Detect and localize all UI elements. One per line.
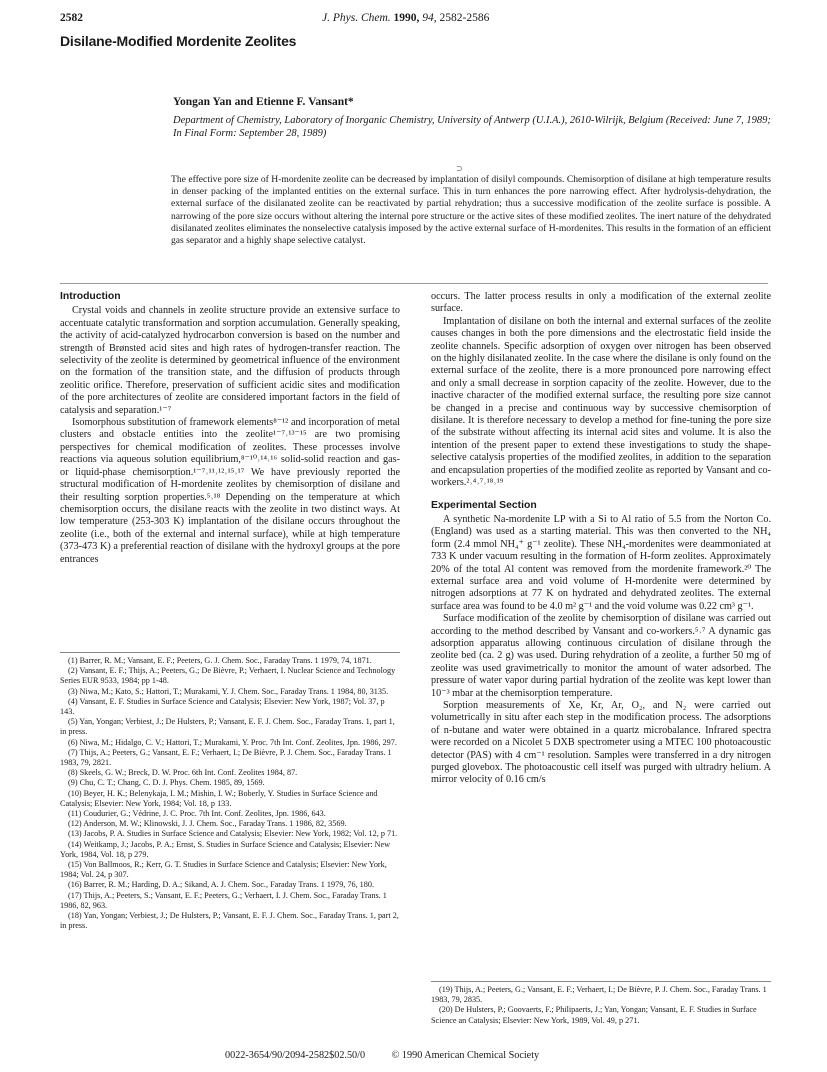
paragraph: Isomorphous substitution of framework elements⁸⁻¹² and incorporation of metal clusters and obstacle entities into the zeolite¹⁻⁷˒¹³⁻¹⁵ are two promising perspectives for chemical modification of zeolites. These processes involve reactions via aqueous solution equilibrium,⁸⁻¹⁰˒¹⁴˒¹⁶ solid-solid reaction and gas- or liquid-phase chemisorption.¹⁻⁷˒¹¹˒¹²˒¹⁵˒¹⁷ We have previously reported the structural modification of H-mordenite zeolites by chemisorption of disilane and their resulting sorption properties.⁵˒¹⁸ Depending on the temperature at which chemisorption occurs, the disilane reacts with the zeolite in two distinct ways. At low temperature (253-303 K) implantation of the disilane occurs throughout the zeolite (i.e., both of the external and internal surface), while at high temperature (373-473 K) a preferential reaction of disilane with the hydroxyl groups at the pore entrances — [60, 417, 400, 565]
footer-code: 0022-3654/90/2094-2582$02.50/0 — [225, 1050, 366, 1061]
journal-volume: 94, — [422, 12, 437, 24]
article-title: Disilane-Modified Mordenite Zeolites — [60, 33, 297, 49]
reference: (10) Beyer, H. K.; Belenykaja, I. M.; Mishin, I. W.; Boberly, Y. Studies in Surface Science and Catalysis; Elsevier: New York, 1984; Vol. 18, p 133. — [60, 788, 378, 808]
article-affiliation: Department of Chemistry, Laboratory of Inorganic Chemistry, University of Antwerp (U.I.A.), 2610-Wilrijk, Belgium (Received: June 7, 1989; In Final Form: September 28, 1989) — [173, 115, 771, 139]
reference: (9) Chu, C. T.; Chang, C. D. J. Phys. Chem. 1985, 89, 1569. — [68, 778, 265, 788]
reference: (18) Yan, Yongan; Verbiest, J.; De Hulsters, P.; Vansant, E. F. J. Chem. Soc., Faraday Trans. 1, part 2, in press. — [60, 911, 399, 931]
paragraph: A synthetic Na-mordenite LP with a Si to Al ratio of 5.5 from the Norton Co. (England) was used as a starting material. This was then converted to the NH₄ form (2.4 mmol NH₄⁺ g⁻¹ zeolite). These NH₄-mordenites were deammoniated at 733 K under vacuum resulting in the formation of H-form zeolites. Approximately 20% of the total Al content was removed from the mordenite framework.²⁰ The external surface area and void volume of H-mordenite were determined by nitrogen adsorptions at 77 K on hydrated and dehydrated zeolites. The external surface area was found to be 4.0 m² g⁻¹ and the void volume was 0.22 cm³ g⁻¹. — [431, 513, 771, 612]
page-footer — [225, 1050, 563, 1061]
reference: (6) Niwa, M.; Hidalgo, C. V.; Hattori, T.; Murakami, Y. Proc. 7th Int. Conf. Zeolites, Jpn. 1986, 297. — [68, 737, 397, 747]
reference: (12) Anderson, M. W.; Klinowski, J. J. Chem. Soc., Faraday Trans. 1 1986, 82, 3569. — [68, 819, 347, 829]
reference: (14) Weitkamp, J.; Jacobs, P. A.; Ernst, S. Studies in Surface Science and Catalysis; Elsevier: New York, 1984, Vol. 18, p 279. — [60, 839, 391, 859]
references-right — [431, 985, 771, 1026]
reference: (20) De Hulsters, P.; Goovaerts, F.; Philipaerts, J.; Yan, Yongan; Vansant, E. F. Studies in Surface Science an Catalysis; Elsevier: New York, 1989, Vol. 49, p 271. — [431, 1005, 757, 1025]
reference: (16) Barrer, R. M.; Harding, D. A.; Sikand, A. J. Chem. Soc., Faraday Trans. 1 1979, 76, 180. — [68, 880, 375, 890]
reference: (5) Yan, Yongan; Verbiest, J.; De Hulsters, P.; Vansant, E. F. J. Chem. Soc., Faraday Trans. 1, part 1, in press. — [60, 717, 395, 737]
paragraph: Surface modification of the zeolite by chemisorption of disilane was carried out according to the method described by Vansant and co-workers.⁵˒⁷ A dynamic gas adsorption apparatus allowing continuous circulation of disilane through the zeolite bed (ca. 2 g) was used. During rehydration of a zeolite, a further 50 mg of zeolite was used gravimetrically to monitor the amount of water adsorbed. The pressure of water vapor during partial hydration of the zeolite was kept lower than 10⁻³ mbar at the chemisorption temperature. — [431, 613, 771, 699]
abstract-mark: ⊃ — [456, 164, 463, 173]
footnote-divider — [60, 652, 400, 653]
reference: (8) Skeels, G. W.; Breck, D. W. Proc. 6th Int. Conf. Zeolites 1984, 87. — [68, 768, 298, 778]
reference: (15) Von Ballmoos, R.; Kerr, G. T. Studies in Surface Science and Catalysis; Elsevier: New York, 1984; Vol. 24, p 307. — [60, 860, 387, 880]
footnote-divider — [431, 981, 771, 982]
journal-name: J. Phys. Chem. — [322, 12, 391, 24]
section-heading-experimental: Experimental Section — [431, 499, 537, 511]
section-heading-introduction: Introduction — [60, 291, 121, 302]
journal-year: 1990, — [393, 12, 420, 24]
abstract: The effective pore size of H-mordenite zeolite can be decreased by implantation of disilyl compounds. Chemisorption of disilane at high temperature results in denser packing of the implanted entities on the external surface. This in turn enhances the pore narrowing effect. After hydrolysis-dehydration, the external surface of the disilanated zeolite can be reactivated by partial rehydration; thus a successive modification of the zeolite surface is possible. A narrowing of the pore size occurs without altering the internal pore structure or the active sites of these modified zeolites. The inert nature of the dehydrated disilanated zeolites eliminates the nonselective catalysis imposed by the active external surface of H-mordenites. This results in the formation of an efficient gas separator and a highly shape selective catalyst. — [171, 174, 771, 247]
paragraph: Crystal voids and channels in zeolite structure provide an extensive surface to accentuate catalytic transformation and sorption accumulation. Generally speaking, the activity of acid-catalyzed hydrocarbon conversion is based on the number and strength of Brønsted acid sites and high rates of hydrogen-transfer reaction. The selectivity of the zeolite is determined by geometrical influence of the environment on the formation of the transition state, and the diffusion of products through zeolitic orifice. Therefore, preservation of sufficient acidic sites and modification of the pore architectures of zeolite are considered important factors in the field of catalysis and separation.¹⁻⁷ — [60, 305, 400, 416]
reference: (2) Vansant, E. F.; Thijs, A.; Peeters, G.; De Bièvre, P.; Verhaert, I. Nuclear Science and Technology Series EUR 9533, 1984; pp 1-48. — [60, 666, 396, 686]
reference: (3) Niwa, M.; Kato, S.; Hattori, T.; Murakami, Y. J. Chem. Soc., Faraday Trans. 1 1984, 80, 3135. — [68, 686, 389, 696]
reference: (13) Jacobs, P. A. Studies in Surface Science and Catalysis; Elsevier: New York, 1982; Vol. 12, p 71. — [68, 829, 398, 839]
journal-citation — [322, 12, 489, 24]
abstract-divider — [60, 283, 768, 284]
paragraph: occurs. The latter process results in only a modification of the external zeolite surface. — [431, 291, 771, 315]
page-number: 2582 — [60, 12, 83, 24]
right-column — [431, 291, 771, 787]
references-left — [60, 656, 400, 931]
journal-pages: 2582-2586 — [439, 12, 490, 24]
reference: (11) Coudurier, G.; Védrine, J. C. Proc. 7th Int. Conf. Zeolites, Jpn. 1986, 643. — [68, 809, 326, 819]
left-column — [60, 291, 400, 566]
section-gap — [431, 490, 771, 500]
reference: (1) Barrer, R. M.; Vansant, E. F.; Peeters, G. J. Chem. Soc., Faraday Trans. 1 1979, 74, 1871. — [68, 656, 372, 665]
article-authors: Yongan Yan and Etienne F. Vansant* — [173, 96, 354, 108]
footer-copyright: © 1990 American Chemical Society — [391, 1050, 540, 1061]
reference: (7) Thijs, A.; Peeters, G.; Vansant, E. F.; Verhaert, I.; De Bièvre, P. J. Chem. Soc., Faraday Trans. 1 1983, 79, 2821. — [60, 747, 392, 768]
reference: (4) Vansant, E. F. Studies in Surface Science and Catalysis; Elsevier: New York, 1987; Vol. 37, p 143. — [60, 696, 385, 717]
reference: (19) Thijs, A.; Peeters, G.; Vansant, E. F.; Verhaert, I.; De Bièvre, P. J. Chem. Soc., Faraday Trans. 1 1983, 79, 2835. — [431, 985, 767, 1005]
reference: (17) Thijs, A.; Peeters, S.; Vansant, E. F.; Peeters, G.; Verhaert, I. J. Chem. Soc., Faraday Trans. 1 1986, 82, 963. — [60, 890, 387, 910]
paragraph: Implantation of disilane on both the internal and external surfaces of the zeolite causes changes in both the pore dimensions and the electrostatic field inside the zeolite channels. Specific adsorption of oxygen over nitrogen has been observed on the highly disilanated zeolite. In the case where the disilane is only found on the external surface of the zeolite, there is a more pronounced pore narrowing effect and only a small decrease in sorption capacity of the zeolite. However, due to the inactive character of the modified external surface, the resulting pore size cannot be changed in a precise and continuous way by successive chemisorption of disilane. It is therefore necessary to develop a method for fine-tuning the pore size of the substrate without affecting its internal acid sites and volume. It is also the intention of the present paper to extend these investigations to study the shape-selective catalysis properties of the modified zeolites, in addition to the separation and encapsulation properties of the modified zeolite as reported by Vansant and co-workers.²˒⁴˒⁷˒¹⁸˒¹⁹ — [431, 315, 771, 489]
paragraph: Sorption measurements of Xe, Kr, Ar, O₂, and N₂ were carried out volumetrically in situ after each step in the modification process. The adsorptions of n-butane and water were obtained in a quartz microbalance. Infrared spectra were recorded on a Nicolet 5 DXB spectrometer using a MTEC 100 photoacoustic detector (PAS) with 4 cm⁻¹ resolution. Samples were transferred in a dry nitrogen purged glovebox. The photoacoustic cell itself was purged with ultradry helium. A mirror velocity of 0.16 cm/s — [431, 700, 771, 786]
